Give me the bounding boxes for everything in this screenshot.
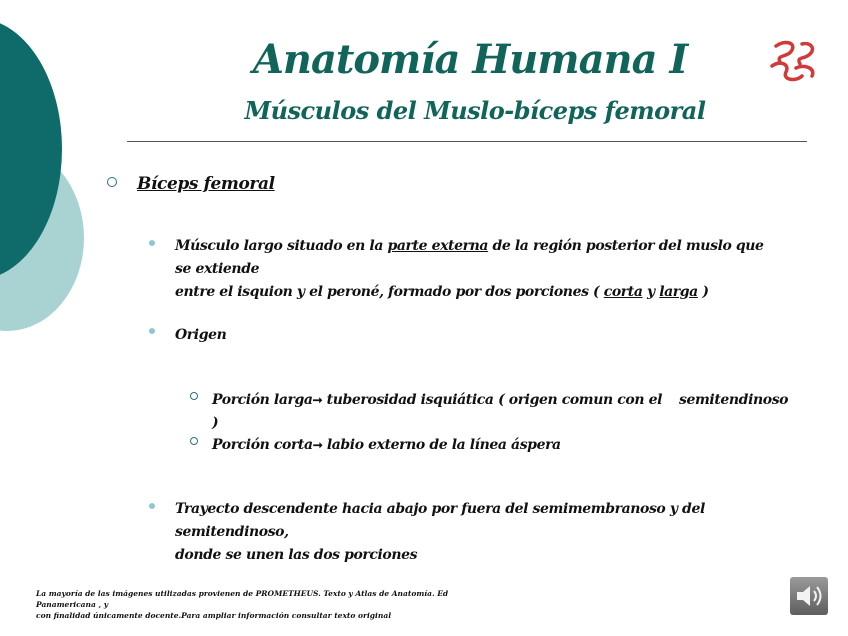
section-heading: Bíceps femoral	[137, 174, 275, 194]
trayecto-paragraph: Trayecto descendente hacia abajo por fuera del semimembranoso y del semitendinoso, donde se unen las dos porciones	[175, 501, 705, 563]
title-divider	[127, 141, 807, 142]
bullet-level1-icon	[107, 177, 117, 187]
bullet-dot-icon	[149, 240, 155, 246]
porcion-corta-item: Porción corta➞ labio externo de la línea áspera	[212, 437, 561, 453]
bullet-dot-icon	[149, 328, 155, 334]
porcion-larga-item: Porción larga➞ tuberosidad isquiática ( origen comun con el semitendinoso )	[212, 392, 789, 431]
origen-label: Origen	[175, 327, 227, 343]
arrow-icon: ➞	[312, 393, 323, 407]
audio-speaker-icon[interactable]	[790, 577, 828, 615]
description-paragraph: Músculo largo situado en la parte externa de la región posterior del muslo que se extiende entre el isquion y el peroné, formado por dos porciones ( corta y larga )	[175, 238, 764, 300]
term-larga: larga	[659, 284, 698, 300]
bullet-level3-icon	[190, 437, 198, 445]
arrow-icon: ➞	[312, 438, 323, 452]
bullet-level3-icon	[190, 392, 198, 400]
bullet-dot-icon	[149, 503, 155, 509]
slide-subtitle: Músculos del Muslo-bíceps femoral	[244, 96, 706, 125]
footer-credits: La mayoría de las imágenes utilizadas provienen de PROMETHEUS. Texto y Atlas de Anatomía. Ed Panamericana , y con finalidad únicamente docente.Para ampliar información consultar texto original	[36, 589, 449, 620]
term-corta: corta	[603, 284, 643, 300]
university-logo-icon	[766, 38, 820, 84]
term-parte-externa: parte externa	[387, 238, 489, 254]
slide-title: Anatomía Humana I	[252, 36, 688, 83]
